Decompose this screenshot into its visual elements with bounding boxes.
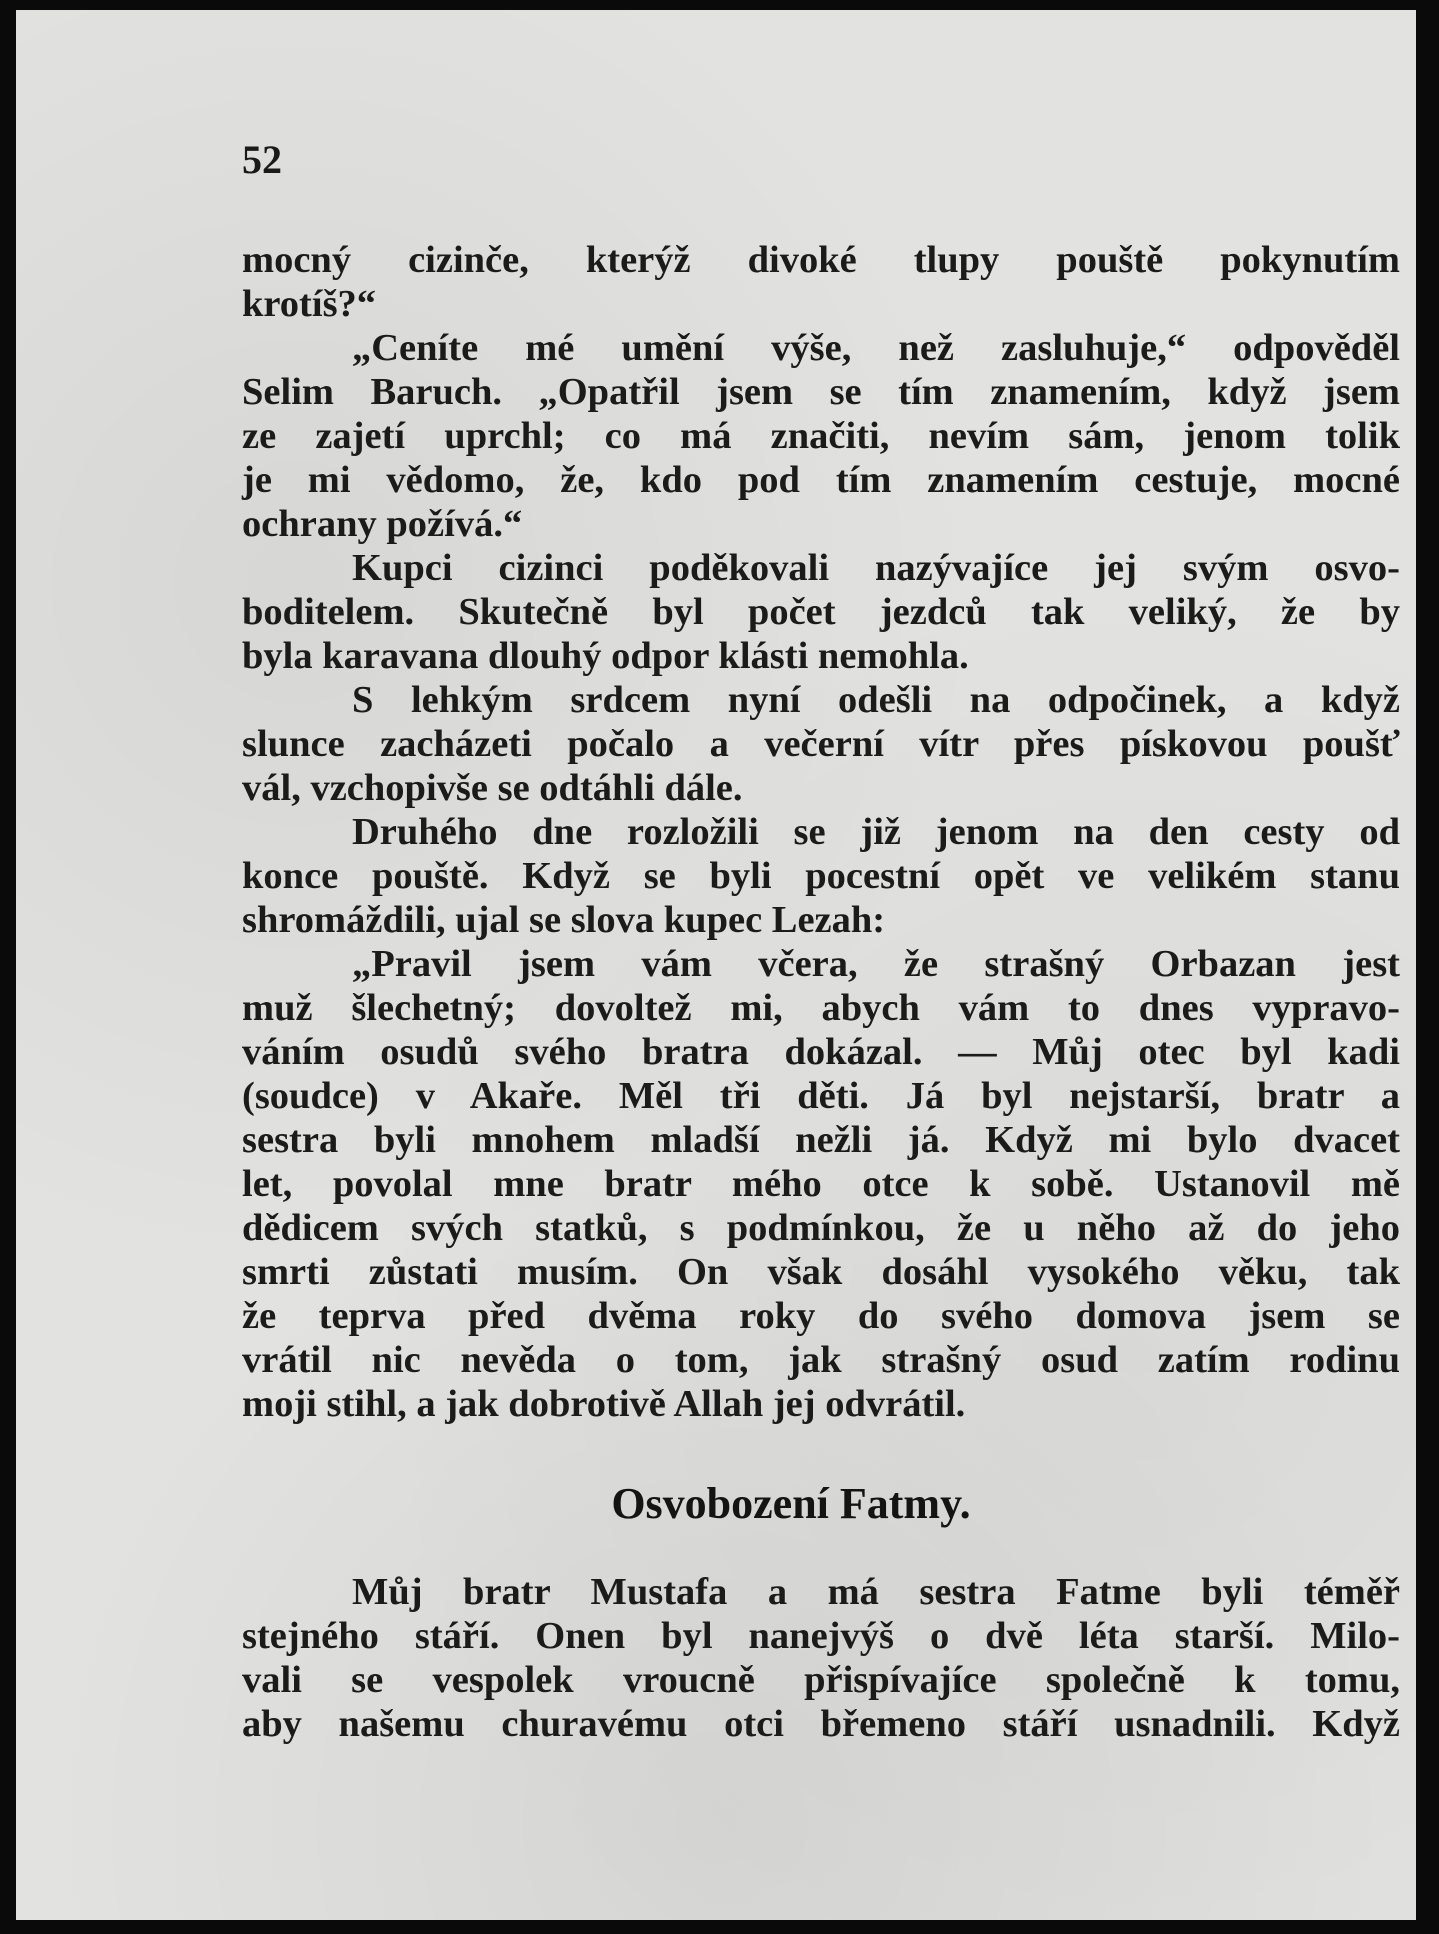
- text-line: S lehkým srdcem nyní odešli na odpočinek, a když: [352, 679, 1400, 721]
- text-line: muž šlechetný; dovoltež mi, abych vám to dnes vypravo-: [242, 987, 1400, 1029]
- text-line: krotíš?“: [242, 283, 377, 325]
- text-line: smrti zůstati musím. On však dosáhl vysokého věku, tak: [242, 1251, 1400, 1293]
- text-line: slunce zacházeti počalo a večerní vítr přes pískovou poušť: [242, 723, 1400, 765]
- text-line: Druhého dne rozložili se již jenom na den cesty od: [352, 811, 1400, 853]
- text-line: Selim Baruch. „Opatřil jsem se tím znamením, když jsem: [242, 371, 1400, 413]
- text-line: Kupci cizinci poděkovali nazývajíce jej svým osvo-: [352, 547, 1400, 589]
- section-heading: Osvobození Fatmy.: [611, 1479, 971, 1528]
- book-page: [16, 10, 1416, 1920]
- text-line: let, povolal mne bratr mého otce k sobě. Ustanovil mě: [242, 1163, 1400, 1205]
- text-line: aby našemu churavému otci břemeno stáří usnadnili. Když: [242, 1703, 1400, 1745]
- text-line: Můj bratr Mustafa a má sestra Fatme byli téměř: [352, 1571, 1400, 1613]
- body-text-block-2: [242, 1570, 1400, 1746]
- text-line: (soudce) v Akaře. Měl tři děti. Já byl nejstarší, bratr a: [242, 1075, 1400, 1117]
- body-text-block-1: [242, 238, 1400, 1426]
- text-line: „Ceníte mé umění výše, než zasluhuje,“ odpověděl: [352, 327, 1400, 369]
- text-line: vál, vzchopivše se odtáhli dále.: [242, 767, 743, 809]
- text-line: byla karavana dlouhý odpor klásti nemohla.: [242, 635, 969, 677]
- text-line: konce pouště. Když se byli pocestní opět ve velikém stanu: [242, 855, 1400, 897]
- text-line: mocný cizinče, kterýž divoké tlupy pouště pokynutím: [242, 239, 1400, 281]
- text-line: dědicem svých statků, s podmínkou, že u něho až do jeho: [242, 1207, 1400, 1249]
- page-number: 52: [242, 137, 282, 182]
- text-line: že teprva před dvěma roky do svého domova jsem se: [242, 1295, 1400, 1337]
- text-line: váním osudů svého bratra dokázal. — Můj otec byl kadi: [242, 1031, 1400, 1073]
- text-line: sestra byli mnohem mladší nežli já. Když mi bylo dvacet: [242, 1119, 1400, 1161]
- text-line: vali se vespolek vroucně přispívajíce společně k tomu,: [242, 1659, 1400, 1701]
- text-line: boditelem. Skutečně byl počet jezdců tak veliký, že by: [242, 591, 1400, 633]
- text-line: shromáždili, ujal se slova kupec Lezah:: [242, 899, 886, 941]
- text-line: ochrany požívá.“: [242, 503, 523, 545]
- text-line: vrátil nic nevěda o tom, jak strašný osud zatím rodinu: [242, 1339, 1400, 1381]
- text-line: stejného stáří. Onen byl nanejvýš o dvě léta starší. Milo-: [242, 1615, 1400, 1657]
- text-line: je mi vědomo, že, kdo pod tím znamením cestuje, mocné: [242, 459, 1400, 501]
- text-line: ze zajetí uprchl; co má značiti, nevím sám, jenom tolik: [242, 415, 1400, 457]
- text-line: moji stihl, a jak dobrotivě Allah jej odvrátil.: [242, 1383, 966, 1425]
- text-line: „Pravil jsem vám včera, že strašný Orbazan jest: [352, 943, 1400, 985]
